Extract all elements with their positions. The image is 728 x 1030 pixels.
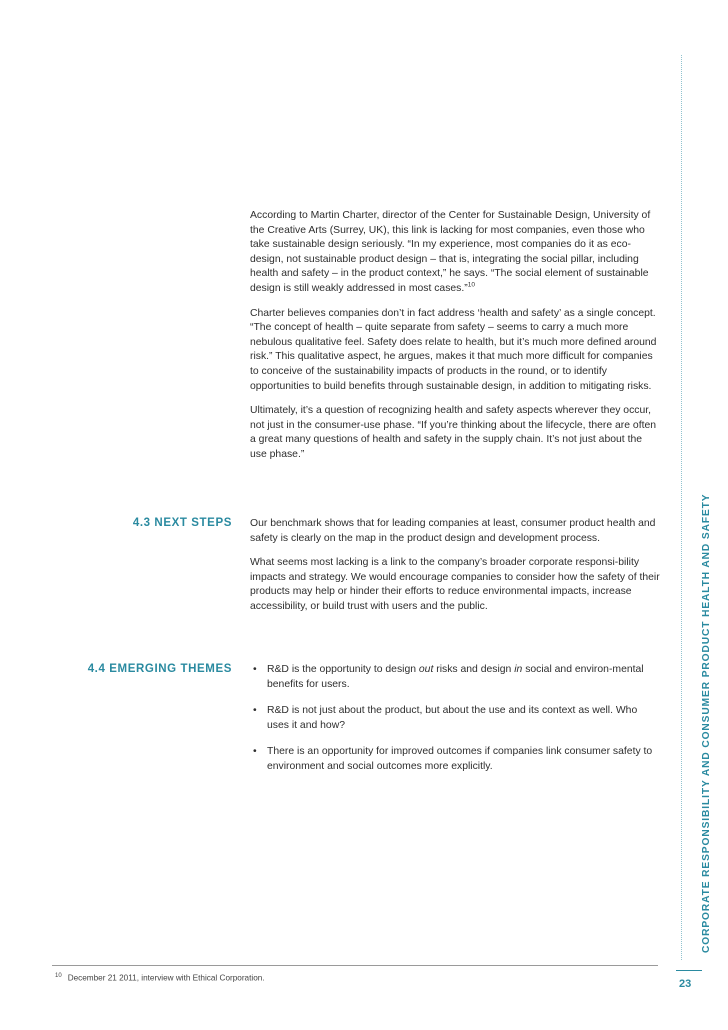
next-steps-body	[250, 517, 660, 625]
bullet-marker: •	[253, 746, 257, 758]
page-number-divider	[676, 970, 702, 971]
article-paragraph-2: Charter believes companies don’t in fact address ‘health and safety’ as a single concept. “The concept of health – quite separate from safety – seems to carry a much more nebulous qualitative feel. Safety does relate to health, but it’s much more defined around risk.” This qualitative aspect, he argues, makes it that much more difficult for companies to conceive of the sustainability impacts of products in the round, or to identify opportunities to build benefits through sustainable design, in addition to mitigating risks.	[250, 307, 657, 392]
footnote	[55, 973, 265, 983]
list-item: • R&D is the opportunity to design out risks and design in social and environ-mental benefits for users.	[253, 664, 644, 690]
emerging-themes-body	[250, 663, 660, 787]
sidebar-dotted-divider	[681, 55, 682, 960]
article-body	[250, 209, 660, 473]
footnote-reference: 10	[467, 281, 475, 289]
bullet-marker: •	[253, 664, 257, 675]
next-steps-paragraph-2: What seems most lacking is a link to the company’s broader corporate responsi-bility impacts and strategy. We would encourage companies to consider how the safety of their products may help or hinder their efforts to reduce environmental impacts, increase accessibility, or build trust with users and the public.	[250, 557, 660, 612]
next-steps-paragraph-1: Our benchmark shows that for leading companies at least, consumer product health and safety is clearly on the map in the product design and development process.	[250, 518, 656, 544]
footnote-divider	[52, 965, 658, 966]
list-item: • There is an opportunity for improved outcomes if companies link consumer safety to environment and social outcomes more explicitly.	[253, 746, 653, 772]
page-number: 23	[679, 978, 692, 990]
footnote-text: December 21 2011, interview with Ethical Corporation.	[67, 973, 265, 983]
bullet-marker: •	[253, 705, 257, 717]
section-heading-emerging-themes: 4.4 EMERGING THEMES	[87, 663, 232, 675]
section-heading-next-steps: 4.3 NEXT STEPS	[132, 517, 232, 529]
article-paragraph-3: Ultimately, it’s a question of recognizing health and safety aspects wherever they occur, not just in the consumer-use phase. “If you’re thinking about the lifecycle, there are often a great many questions of health and safety in the supply chain. It’s not just about the use phase.”	[250, 405, 657, 460]
sidebar-vertical-title: CORPORATE RESPONSIBILITY AND CONSUMER PRODUCT HEALTH AND SAFETY	[701, 493, 712, 953]
emerging-themes-list	[250, 663, 660, 775]
list-item: • R&D is not just about the product, but about the use and its context as well. Who uses it and how?	[253, 705, 638, 731]
article-paragraph-1: According to Martin Charter, director of the Center for Sustainable Design, University of the Creative Arts (Surrey, UK), this link is lacking for most companies, even those who take sustainable design seriously. “In my experience, most companies do it as eco-design, not sustainable product design – that is, integrating the social pillar, including health and safety – in the product context,” he says. “The social element of sustainable design is still weakly addressed in most cases.”$^{10}$	[250, 210, 651, 294]
footnote-number: 10	[55, 973, 62, 979]
